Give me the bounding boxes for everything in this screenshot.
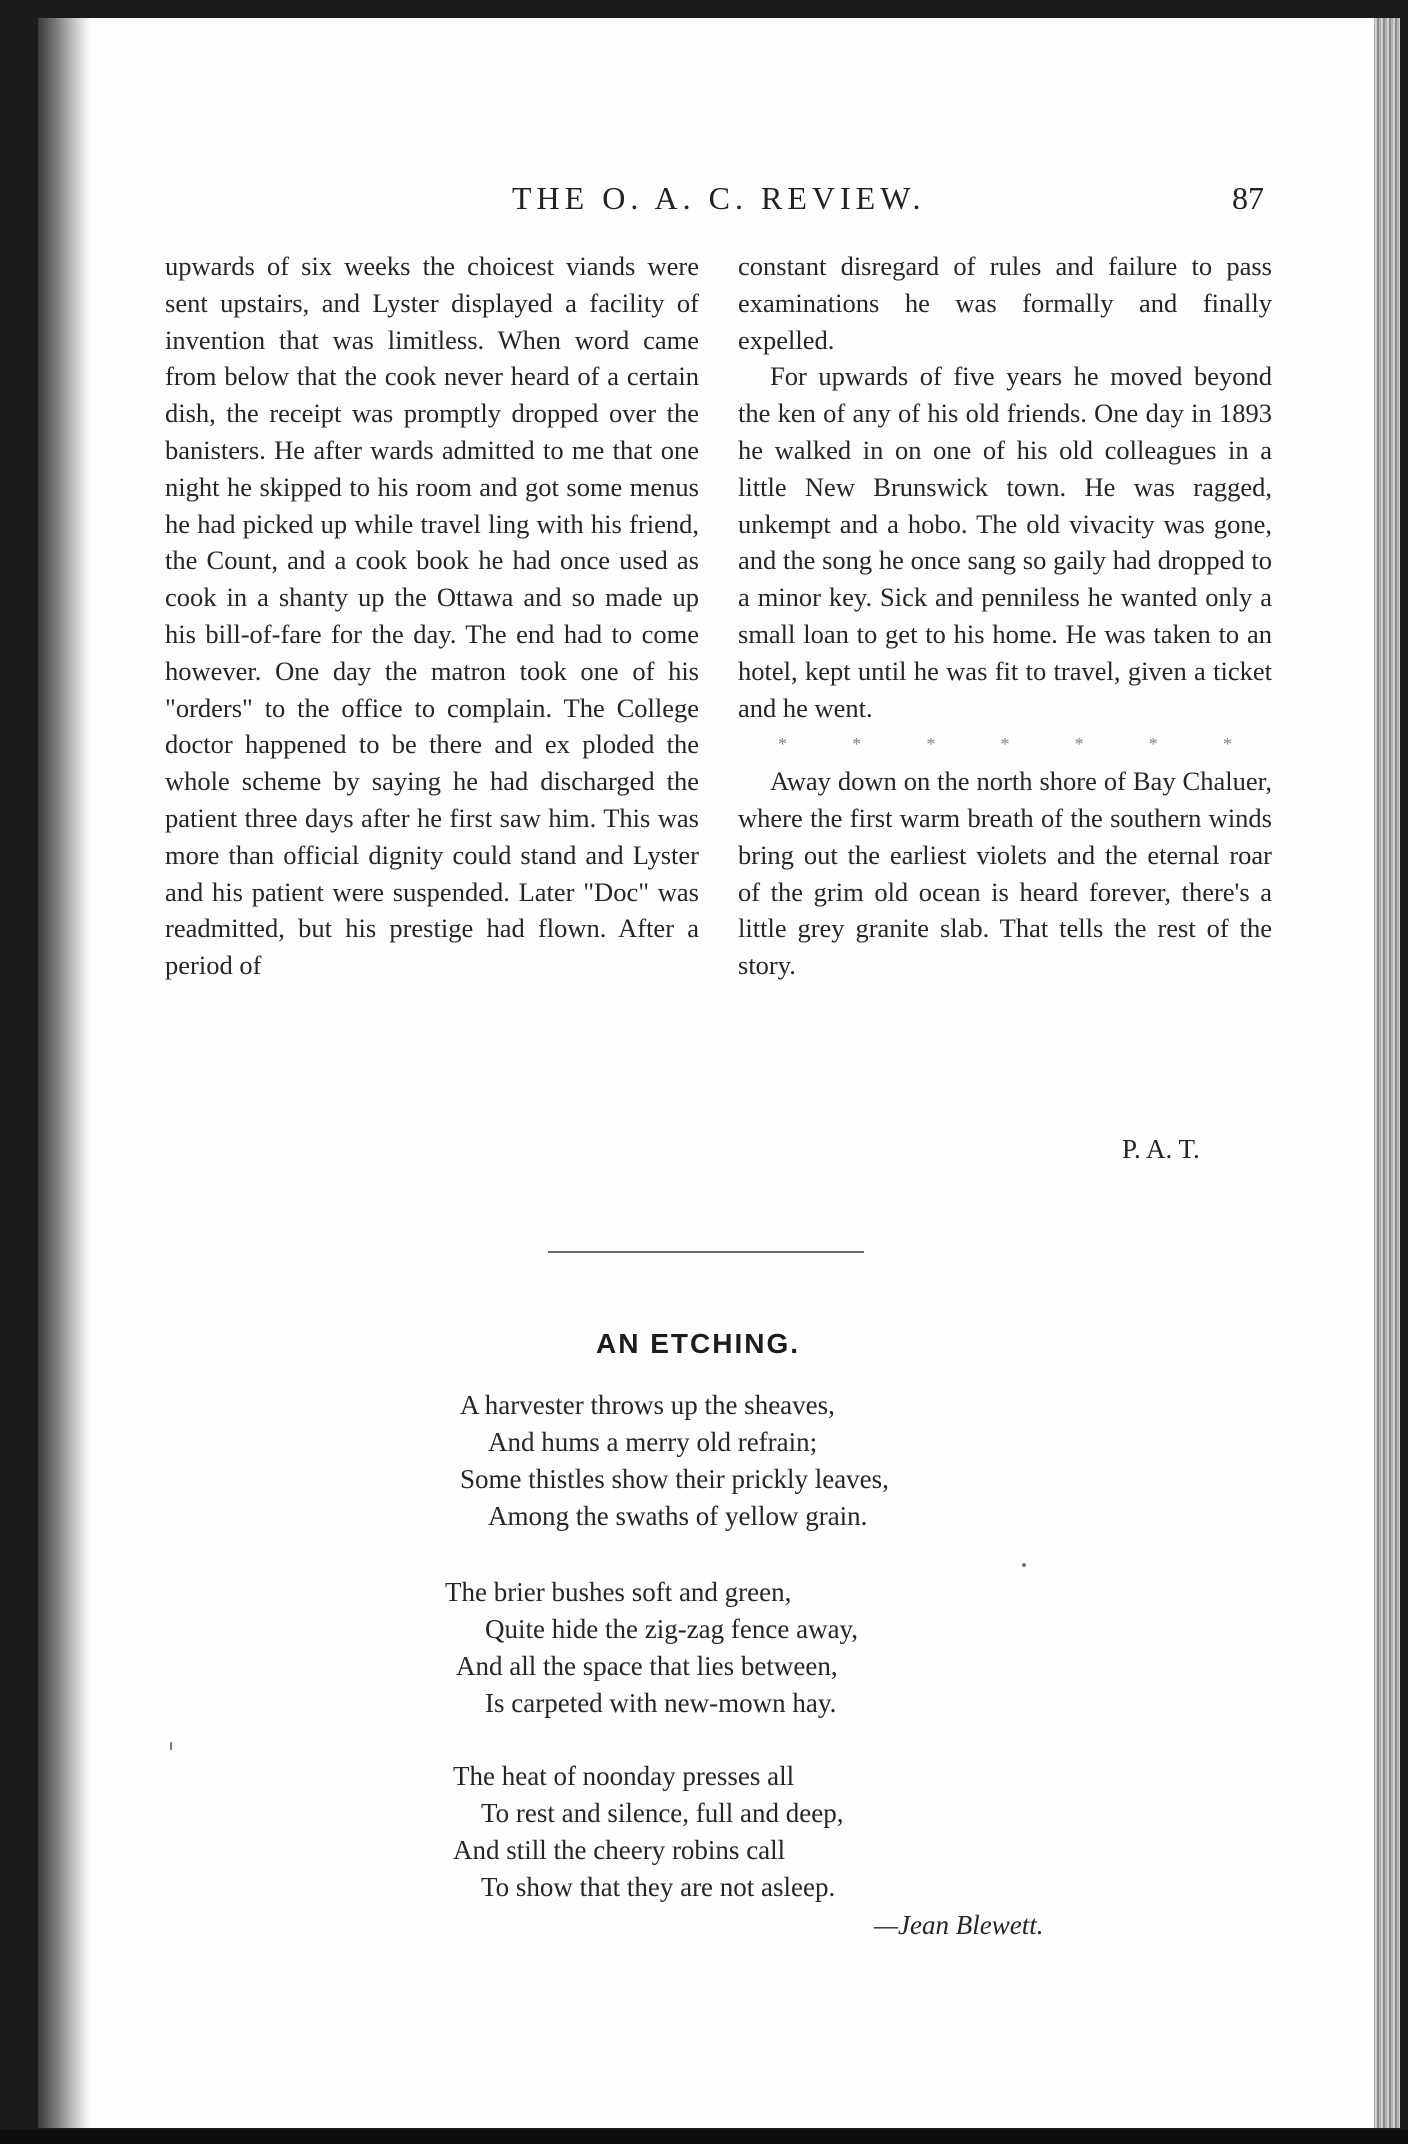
article-paragraph: upwards of six weeks the choicest viands were sent upstairs, and Lyster displayed a facility of invention that was limitless. When word came from below that the cook never heard of a certain dish, the receipt was promptly dropped over the banisters. He after wards admitted to me that one night he skipped to his room and got some menus he had picked up while travel ling with his friend, the Count, and a cook book he had once used as cook in a shanty up the Ottawa and so made up his bill-of-fare for the day. The end had to come however. One day the matron took one of his "orders" to the office to complain. The College doctor happened to be there and ex ploded the whole scheme by saying he had discharged the patient three days after he first saw him. This was more than official dignity could stand and Lyster and his patient were suspended. Later "Doc" was readmitted, but his prestige had flown. After a period of — [165, 251, 699, 981]
article-paragraph: Away down on the north shore of Bay Chaluer, where the first warm breath of the southern winds bring out the earliest violets and the eternal roar of the grim old ocean is heard forever, there's a little grey granite slab. That tells the rest of the story. — [738, 766, 1272, 981]
poem-line: And still the cheery robins call — [453, 1835, 786, 1865]
scan-bottom-edge — [0, 2130, 1408, 2144]
ink-speck — [1022, 1563, 1026, 1567]
page-number: 87 — [1232, 180, 1264, 216]
poem-line: A harvester throws up the sheaves, — [460, 1390, 835, 1420]
poem-line: The brier bushes soft and green, — [445, 1577, 792, 1607]
poem-line: And all the space that lies between, — [456, 1651, 838, 1681]
asterisk: * — [778, 734, 787, 755]
asterisk: * — [1148, 734, 1158, 755]
poem-title: AN ETCHING. — [596, 1328, 800, 1359]
section-break — [738, 726, 1272, 763]
article-left-column — [165, 248, 699, 984]
poem-line: To show that they are not asleep. — [481, 1872, 836, 1902]
poem-line: To rest and silence, full and deep, — [481, 1798, 844, 1828]
poem-line: Quite hide the zig-zag fence away, — [485, 1614, 859, 1644]
poem-line: Some thistles show their prickly leaves, — [460, 1464, 889, 1494]
poem-line: Is carpeted with new-mown hay. — [485, 1688, 837, 1718]
asterisk: * — [1222, 734, 1232, 755]
article-right-column — [738, 248, 1272, 984]
article-paragraph: constant disregard of rules and failure to pass examinations he was formally and finally expelled. — [738, 251, 1272, 355]
poem-attribution: —Jean Blewett. — [874, 1910, 1044, 1940]
ink-speck — [170, 1742, 172, 1750]
asterisk: * — [1074, 734, 1084, 755]
asterisk: * — [852, 734, 862, 755]
page-edge — [1374, 18, 1400, 2128]
article-signature: P. A. T. — [1122, 1134, 1200, 1164]
running-title: THE O. A. C. REVIEW. — [512, 180, 926, 216]
asterisk: * — [926, 734, 936, 755]
binding-shadow — [38, 18, 90, 2128]
poem-line: Among the swaths of yellow grain. — [488, 1501, 868, 1531]
asterisk: * — [1000, 734, 1010, 755]
section-divider — [548, 1251, 864, 1253]
poem-line: And hums a merry old refrain; — [488, 1427, 818, 1457]
poem-line: The heat of noonday presses all — [453, 1761, 795, 1791]
article-paragraph: For upwards of five years he moved beyond the ken of any of his old friends. One day in 1893 he walked in on one of his old colleagues in a little New Brunswick town. He was ragged, unkempt and a hobo. The old vivacity was gone, and the song he once sang so gaily had dropped to a minor key. Sick and penniless he wanted only a small loan to get to his home. He was taken to an hotel, kept until he was fit to travel, given a ticket and he went. — [738, 361, 1272, 723]
